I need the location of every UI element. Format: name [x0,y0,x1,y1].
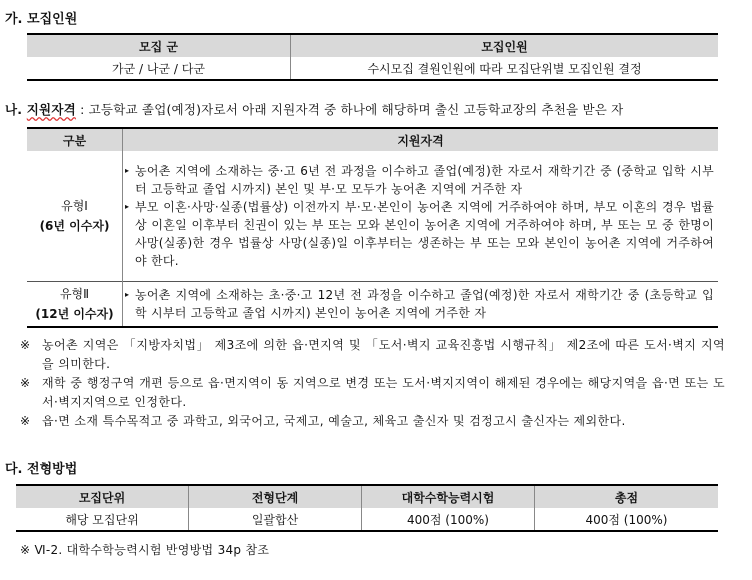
header-total: 총점 [535,485,719,508]
type2-eligibility [123,282,719,328]
type1-eligibility [123,151,719,282]
type1-item [125,198,714,270]
header-csat: 대학수학능력시험 [362,485,535,508]
triangle-bullet-icon: ▸ [125,202,130,211]
cell-recruit-group: 가군 / 나군 / 다군 [27,57,291,80]
reference-mark-icon: ※ [20,338,31,352]
header-category: 구분 [27,128,123,151]
reference-mark-icon: ※ [20,376,31,390]
section-na-prefix: 나. [5,102,27,117]
type1-item [125,162,714,198]
type2-label [27,282,123,328]
type2-label-sub: (12년 이수자) [35,307,114,321]
cell-csat: 400점 (100%) [362,508,535,531]
header-stage: 전형단계 [189,485,362,508]
type1-label-main: 유형Ⅰ [61,199,88,213]
type1-label [27,151,123,282]
header-unit: 모집단위 [16,485,189,508]
cell-unit: 해당 모집단위 [16,508,189,531]
type2-item [125,286,714,322]
note-text: 농어촌 지역은 「지방자치법」 제3조에 의한 읍·면지역 및 「도서·벽지 교육진흥법 시행규칙」 제2조에 따른 도서·벽지 지역을 의미한다. [42,338,725,371]
section-na-desc: : 고등학교 졸업(예정)자로서 아래 지원자격 중 하나에 해당하며 출신 고등학교장의 추천을 받은 자 [75,102,624,117]
section-na-keyword: 지원자격 [26,102,76,117]
selection-method-table [16,484,718,532]
note-text: 재학 중 행정구역 개편 등으로 읍·면지역이 동 지역으로 변경 또는 도서·벽지지역이 해제된 경우에는 해당지역을 읍·면 또는 도서·벽지지역으로 인정한다. [42,376,725,409]
reference-mark-icon: ※ [20,414,31,428]
type1-item-text: 농어촌 지역에 소재하는 중·고 6년 전 과정을 이수하고 졸업(예정)한 자로서 재학기간 중 (중학교 입학 시부터 고등학교 졸업 시까지) 본인 및 부·모 모두가 농어촌 지역에 거주한 자 [135,164,714,196]
cell-total: 400점 (100%) [585,512,668,527]
section-ga-title: 가. 모집인원 [5,12,78,27]
header-eligibility: 지원자격 [123,128,719,151]
cell-stage: 일괄합산 [189,508,362,531]
note-item [20,412,725,431]
section-da-title: 다. 전형방법 [5,462,78,477]
type1-label-sub: (6년 이수자) [39,219,110,233]
eligibility-notes [20,336,725,431]
triangle-bullet-icon: ▸ [125,166,130,175]
note-text: 읍·면 소재 특수목적고 중 과학고, 외국어고, 국제고, 예술고, 체육고 출신자 및 검정고시 출신자는 제외한다. [42,414,626,428]
header-recruit-count: 모집인원 [291,34,719,57]
type2-label-main: 유형Ⅱ [59,287,90,301]
section-da-footnote: ※ Ⅵ-2. 대학수학능력시험 반영방법 34p 참조 [20,543,270,557]
type2-item-text: 농어촌 지역에 소재하는 초·중·고 12년 전 과정을 이수하고 졸업(예정)한 자로서 재학기간 중 (초등학교 입학 시부터 고등학교 졸업 시까지) 본인이 농어촌 지역에 거주한 자 [135,288,714,320]
type1-item-text: 부모 이혼·사망·실종(법률상) 이전까지 부·모·본인이 농어촌 지역에 거주하여야 하며, 부모 이혼의 경우 법률상 이혼일 이후부터 친권이 있는 부 또는 모와 본인이 농어촌 지역에 거주하여야 하며, 부 또는 모 중 한명이 사망(실종)한 경우 법률상 사망(실종)일 이후부터는 생존하는 부 또는 모와 본인이 농어촌 지역에 거주하여야 한다. [135,200,714,268]
header-recruit-group: 모집 군 [27,34,291,57]
recruit-count-table [27,33,718,81]
triangle-bullet-icon: ▸ [125,290,130,299]
eligibility-table [27,127,718,328]
cell-recruit-count: 수시모집 결원인원에 따라 모집단위별 모집인원 결정 [367,61,642,76]
note-item [20,374,725,412]
section-na-title [5,100,623,118]
note-item [20,336,725,374]
